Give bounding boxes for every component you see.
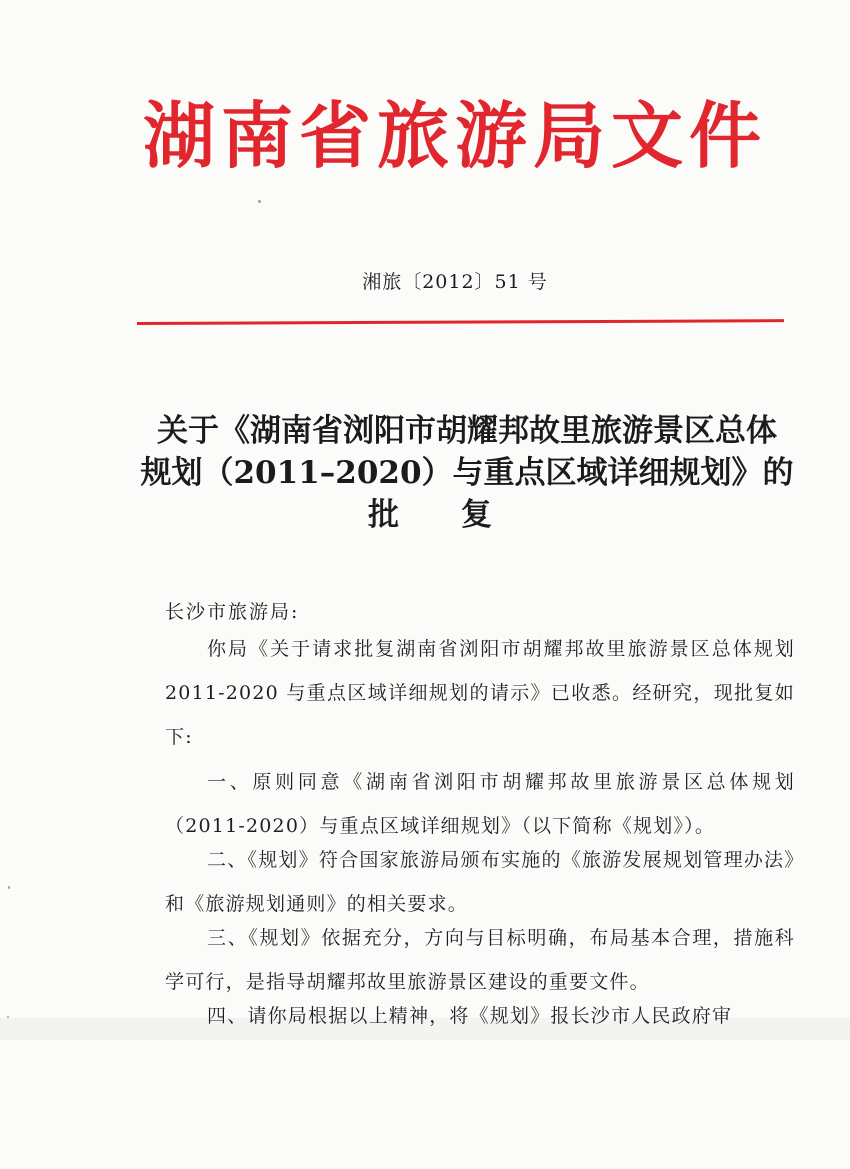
document-title-line-2: 规划（2011–2020）与重点区域详细规划》的 bbox=[140, 455, 794, 491]
issuing-authority-title: 湖南省旅游局文件 bbox=[142, 94, 767, 178]
scan-speck bbox=[8, 886, 10, 889]
item-paragraph-1: 一、原则同意《湖南省浏阳市胡耀邦故里旅游景区总体规划（2011-2020）与重点区域详细规划》（以下简称《规划》）。 bbox=[165, 771, 795, 837]
document-title-line-1: 关于《湖南省浏阳市胡耀邦故里旅游景区总体 bbox=[157, 413, 777, 449]
item-paragraph-2: 二、《规划》符合国家旅游局颁布实施的《旅游发展规划管理办法》和《旅游规划通则》的相关要求。 bbox=[165, 849, 795, 915]
scan-speck bbox=[7, 1016, 9, 1018]
item-paragraph-4: 四、请你局根据以上精神，将《规划》报长沙市人民政府审 bbox=[207, 1005, 733, 1027]
document-number: 湘旅〔2012〕51 号 bbox=[362, 271, 548, 293]
document-title-line-3: 批复 bbox=[368, 497, 554, 533]
intro-paragraph: 你局《关于请求批复湖南省浏阳市胡耀邦故里旅游景区总体规划 2011-2020 与重点区域详细规划的请示》已收悉。经研究，现批复如下: bbox=[165, 638, 795, 748]
scan-speck bbox=[258, 200, 261, 203]
addressee: 长沙市旅游局: bbox=[165, 601, 300, 623]
red-separator-rule bbox=[137, 319, 784, 325]
item-paragraph-3: 三、《规划》依据充分，方向与目标明确，布局基本合理，措施科学可行，是指导胡耀邦故里旅游景区建设的重要文件。 bbox=[165, 927, 795, 993]
